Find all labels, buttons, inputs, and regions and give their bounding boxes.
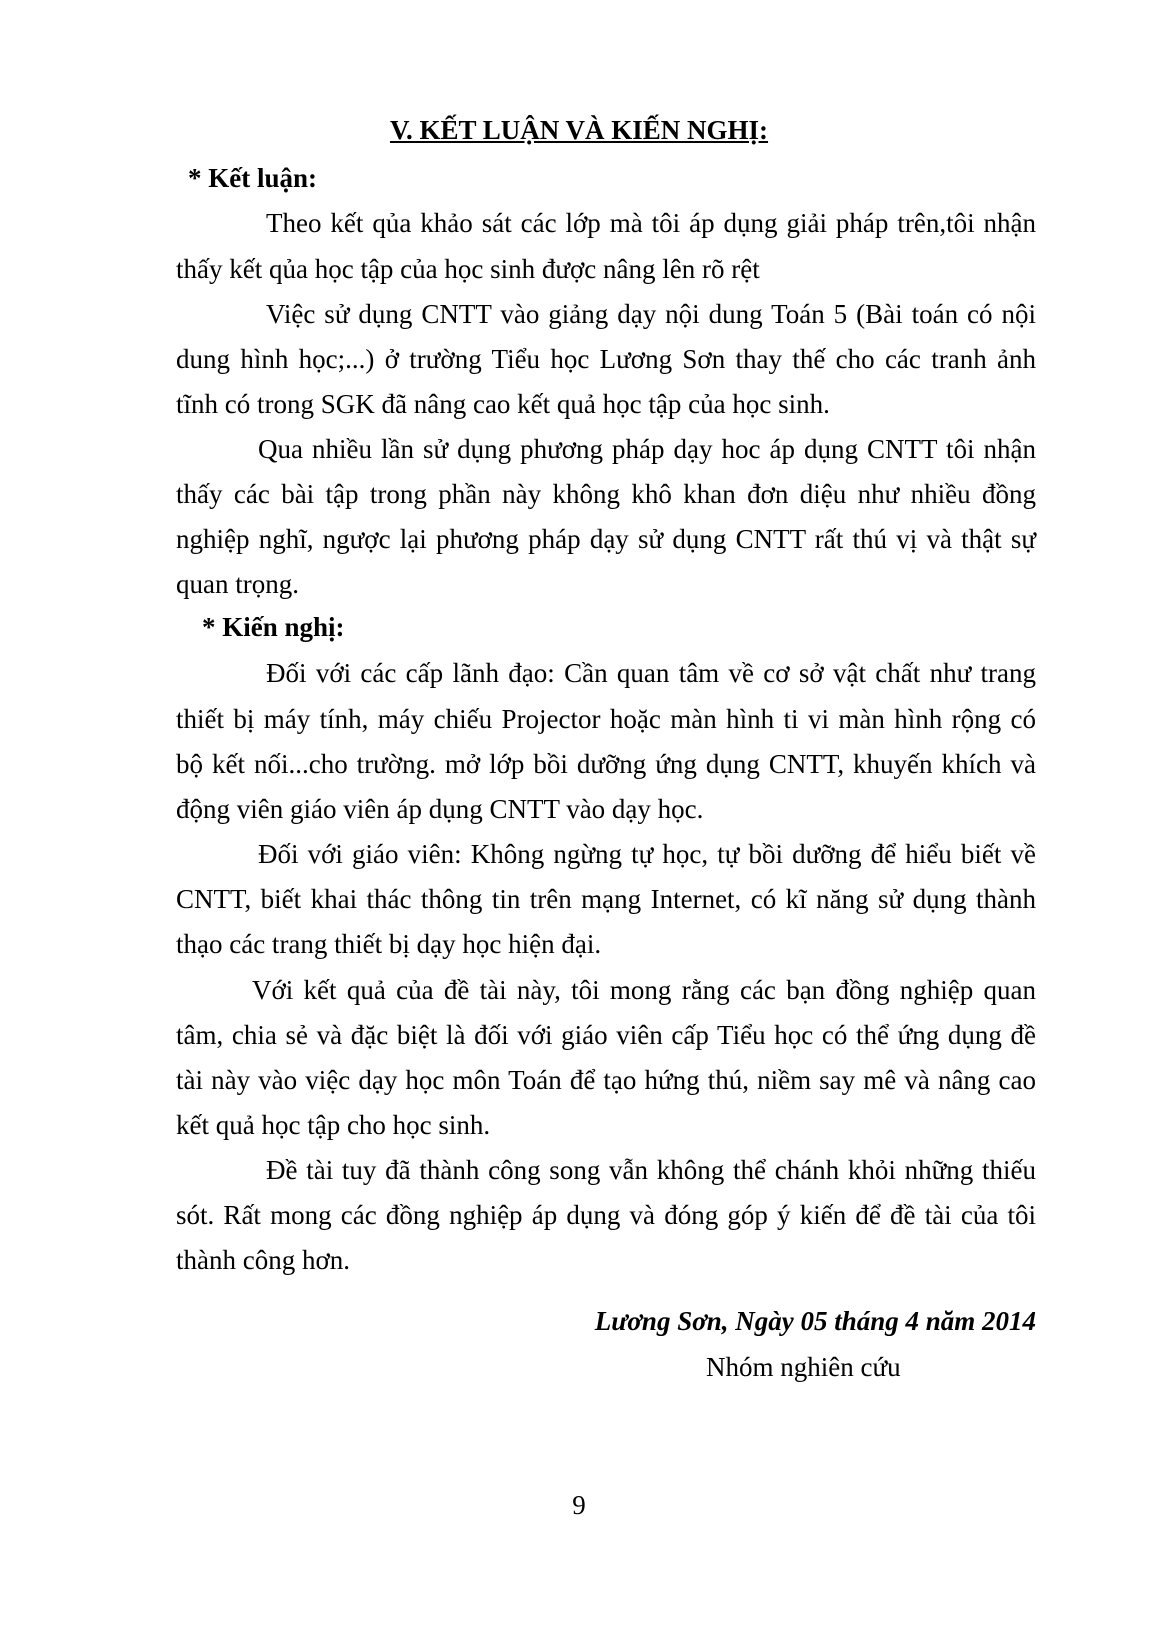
recommendation-heading: * Kiến nghị: bbox=[202, 612, 345, 642]
conclusion-heading: * Kết luận: bbox=[188, 163, 318, 193]
paragraph-line: thấy các bài tập trong phần này không khô khan đơn diệu như nhiều đồng bbox=[176, 479, 1036, 509]
paragraph-line: bộ kết nối...cho trường. mở lớp bồi dưỡng ứng dụng CNTT, khuyến khích và bbox=[176, 749, 1036, 779]
paragraph-line: thạo các trang thiết bị dạy học hiện đại. bbox=[176, 929, 602, 959]
paragraph-line: tĩnh có trong SGK đã nâng cao kết quả học tập của học sinh. bbox=[176, 389, 830, 419]
page-number: 9 bbox=[572, 1490, 586, 1520]
signature-line: Nhóm nghiên cứu bbox=[706, 1352, 901, 1382]
paragraph-line: quan trọng. bbox=[176, 569, 299, 599]
paragraph-line: Đối với các cấp lãnh đạo: Cần quan tâm về cơ sở vật chất như trang bbox=[266, 658, 1036, 688]
paragraph-line: thành công hơn. bbox=[176, 1245, 350, 1275]
paragraph-line: CNTT, biết khai thác thông tin trên mạng Internet, có kĩ năng sử dụng thành bbox=[176, 884, 1036, 914]
paragraph-line: tâm, chia sẻ và đặc biệt là đối với giáo viên cấp Tiểu học có thể ứng dụng đề bbox=[176, 1020, 1036, 1050]
paragraph-line: sót. Rất mong các đồng nghiệp áp dụng và đóng góp ý kiến để đề tài của tôi bbox=[176, 1200, 1036, 1230]
paragraph-line: Đối với giáo viên: Không ngừng tự học, tự bồi dưỡng để hiểu biết về bbox=[258, 839, 1036, 869]
paragraph-line: thấy kết qủa học tập của học sinh được nâng lên rõ rệt bbox=[176, 254, 760, 284]
paragraph-line: kết quả học tập cho học sinh. bbox=[176, 1110, 491, 1140]
section-title: V. KẾT LUẬN VÀ KIẾN NGHỊ: bbox=[389, 115, 769, 145]
paragraph-line: Theo kết qủa khảo sát các lớp mà tôi áp dụng giải pháp trên,tôi nhận bbox=[266, 208, 1036, 238]
paragraph-line: tài này vào việc dạy học môn Toán để tạo hứng thú, niềm say mê và nâng cao bbox=[176, 1065, 1036, 1095]
paragraph-line: Với kết quả của đề tài này, tôi mong rằng các bạn đồng nghiệp quan bbox=[252, 975, 1036, 1005]
paragraph-line: Việc sử dụng CNTT vào giảng dạy nội dung Toán 5 (Bài toán có nội bbox=[266, 299, 1036, 329]
paragraph-line: nghiệp nghĩ, ngược lại phương pháp dạy sử dụng CNTT rất thú vị và thật sự bbox=[176, 524, 1036, 554]
paragraph-line: dung hình học;...) ở trường Tiểu học Lương Sơn thay thế cho các tranh ảnh bbox=[176, 344, 1036, 374]
date-line: Lương Sơn, Ngày 05 tháng 4 năm 2014 bbox=[594, 1306, 1036, 1336]
paragraph-line: Qua nhiều lần sử dụng phương pháp dạy hoc áp dụng CNTT tôi nhận bbox=[258, 434, 1036, 464]
paragraph-line: Đề tài tuy đã thành công song vẫn không thể chánh khỏi những thiếu bbox=[266, 1155, 1036, 1185]
paragraph-line: thiết bị máy tính, máy chiếu Projector hoặc màn hình ti vi màn hình rộng có bbox=[176, 704, 1036, 734]
paragraph-line: động viên giáo viên áp dụng CNTT vào dạy học. bbox=[176, 794, 704, 824]
